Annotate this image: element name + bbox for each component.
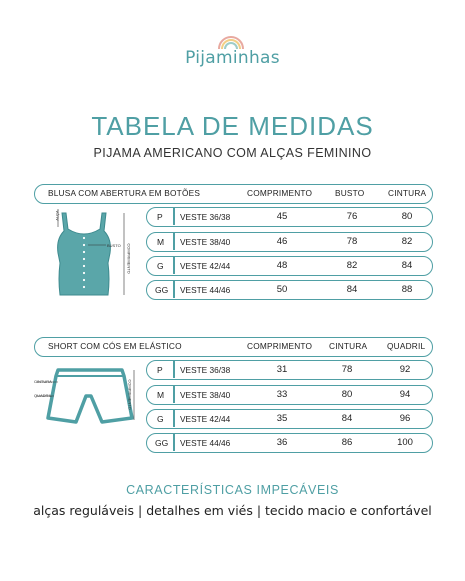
veste-cell: VESTE 38/40 xyxy=(180,237,231,247)
size-cell: M xyxy=(157,390,165,400)
table-row xyxy=(146,385,433,405)
veste-cell: VESTE 36/38 xyxy=(180,212,231,222)
size-cell: P xyxy=(157,212,163,222)
blusa-col-comprimento: COMPRIMENTO xyxy=(247,188,313,198)
size-cell: G xyxy=(157,414,164,424)
measure-cell: 33 xyxy=(276,389,288,400)
short-col-cintura: CINTURA xyxy=(329,341,368,351)
features-text: alças reguláveis | detalhes em viés | tecido macio e confortável xyxy=(33,503,432,518)
short-col-quadril: QUADRIL xyxy=(387,341,426,351)
measure-cell: 80 xyxy=(341,389,353,400)
veste-cell: VESTE 44/46 xyxy=(180,285,231,295)
measure-cell: 82 xyxy=(401,236,413,247)
measure-cell: 92 xyxy=(399,364,411,375)
row-divider xyxy=(173,257,175,274)
veste-cell: VESTE 42/44 xyxy=(180,414,231,424)
table-row xyxy=(146,256,433,276)
page-title: TABELA DE MEDIDAS xyxy=(91,111,374,141)
blusa-label-alca: ALÇA xyxy=(54,210,60,221)
blusa-col-cintura: CINTURA xyxy=(388,188,427,198)
measure-cell: 84 xyxy=(401,260,413,271)
short-col-comprimento: COMPRIMENTO xyxy=(247,341,313,351)
row-divider xyxy=(173,434,175,451)
short-title: SHORT COM CÓS EM ELÁSTICO xyxy=(48,341,182,351)
measure-cell: 94 xyxy=(399,389,411,400)
blusa-header xyxy=(34,184,433,204)
short-header xyxy=(34,337,433,357)
measure-cell: 86 xyxy=(341,437,353,448)
measure-cell: 46 xyxy=(276,236,288,247)
size-cell: M xyxy=(157,237,165,247)
measure-cell: 36 xyxy=(276,437,288,448)
measure-cell: 48 xyxy=(276,260,288,271)
measure-cell: 76 xyxy=(346,211,358,222)
measure-cell: 45 xyxy=(276,211,288,222)
measure-cell: 88 xyxy=(401,284,413,295)
size-cell: P xyxy=(157,365,163,375)
row-divider xyxy=(173,281,175,298)
measure-cell: 50 xyxy=(276,284,288,295)
table-row xyxy=(146,207,433,227)
row-divider xyxy=(173,361,175,378)
table-row xyxy=(146,232,433,252)
veste-cell: VESTE 42/44 xyxy=(180,261,231,271)
measure-cell: 96 xyxy=(399,413,411,424)
row-divider xyxy=(173,386,175,403)
table-row xyxy=(146,409,433,429)
blusa-title: BLUSA COM ABERTURA EM BOTÕES xyxy=(48,188,201,198)
size-cell: G xyxy=(157,261,164,271)
measure-cell: 78 xyxy=(341,364,353,375)
measure-cell: 84 xyxy=(341,413,353,424)
blusa-label-comprimento: COMPRIMENTO xyxy=(126,243,132,274)
features-title: CARACTERÍSTICAS IMPECÁVEIS xyxy=(126,483,339,497)
measure-cell: 100 xyxy=(397,437,413,448)
measure-cell: 84 xyxy=(346,284,358,295)
page-subtitle: PIJAMA AMERICANO COM ALÇAS FEMININO xyxy=(93,146,372,160)
row-divider xyxy=(173,410,175,427)
size-cell: GG xyxy=(155,285,169,295)
brand-logo: Pijaminhas xyxy=(185,48,280,68)
row-divider xyxy=(173,233,175,250)
short-label-quadril: QUADRIL xyxy=(34,393,52,398)
veste-cell: VESTE 36/38 xyxy=(180,365,231,375)
measure-cell: 35 xyxy=(276,413,288,424)
table-row xyxy=(146,433,433,453)
measure-cell: 78 xyxy=(346,236,358,247)
blusa-label-busto: BUSTO xyxy=(107,243,121,248)
blusa-col-busto: BUSTO xyxy=(335,188,365,198)
measure-cell: 80 xyxy=(401,211,413,222)
veste-cell: VESTE 44/46 xyxy=(180,438,231,448)
size-cell: GG xyxy=(155,438,169,448)
short-label-comprimento: COMPRIMENTO xyxy=(127,379,133,410)
short-label-cintura: CINTURA xyxy=(34,379,52,384)
measure-cell: 31 xyxy=(276,364,288,375)
table-row xyxy=(146,280,433,300)
row-divider xyxy=(173,208,175,225)
table-row xyxy=(146,360,433,380)
veste-cell: VESTE 38/40 xyxy=(180,390,231,400)
measure-cell: 82 xyxy=(346,260,358,271)
